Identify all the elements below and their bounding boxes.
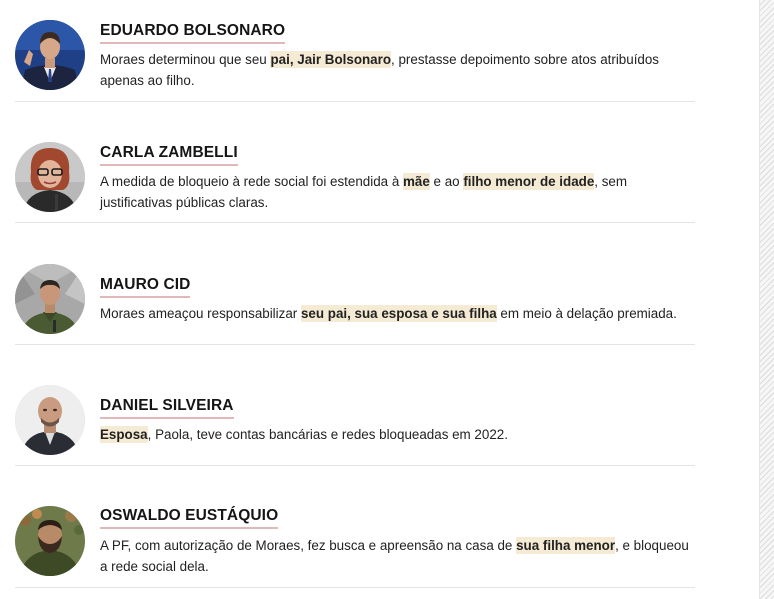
- person-entry: [15, 222, 695, 345]
- highlighted-phrase: mãe: [403, 174, 430, 189]
- portrait-bearded-man-outdoor-icon: [15, 506, 85, 576]
- highlighted-phrase: filho menor de idade: [463, 174, 595, 189]
- person-name: EDUARDO BOLSONARO: [100, 22, 285, 44]
- person-entry: [15, 101, 695, 223]
- person-name: CARLA ZAMBELLI: [100, 144, 238, 166]
- highlighted-phrase: Esposa: [100, 427, 148, 442]
- person-entry: [15, 0, 695, 102]
- person-name: MAURO CID: [100, 276, 190, 298]
- person-description: Moraes determinou que seu pai, Jair Bolsonaro, prestasse depoimento sobre atos atribuídos apenas ao filho.: [100, 52, 660, 88]
- person-description: A PF, com autorização de Moraes, fez busca e apreensão na casa de sua filha menor, e bloqueou a rede social dela.: [100, 538, 689, 574]
- person-entry: [15, 344, 695, 466]
- portrait-man-suit-blue-background-icon: [15, 20, 85, 90]
- portrait-man-military-uniform-icon: [15, 264, 85, 334]
- highlighted-phrase: sua filha menor: [516, 538, 616, 553]
- portrait-bald-man-dark-suit-icon: [15, 385, 85, 455]
- person-description: Moraes ameaçou responsabilizar seu pai, sua esposa e sua filha em meio à delação premiada.: [100, 306, 677, 321]
- person-entry: [15, 465, 695, 588]
- person-name: DANIEL SILVEIRA: [100, 397, 234, 419]
- portrait-woman-glasses-red-hair-icon: [15, 142, 85, 212]
- person-name: OSWALDO EUSTÁQUIO: [100, 507, 278, 529]
- side-scroll-strip: [759, 0, 774, 599]
- person-description: Esposa, Paola, teve contas bancárias e redes bloqueadas em 2022.: [100, 427, 508, 442]
- person-description: A medida de bloqueio à rede social foi estendida à mãe e ao filho menor de idade, sem justificativas públicas claras.: [100, 174, 628, 210]
- highlighted-phrase: pai, Jair Bolsonaro: [270, 52, 392, 67]
- highlighted-phrase: seu pai, sua esposa e sua filha: [300, 306, 497, 321]
